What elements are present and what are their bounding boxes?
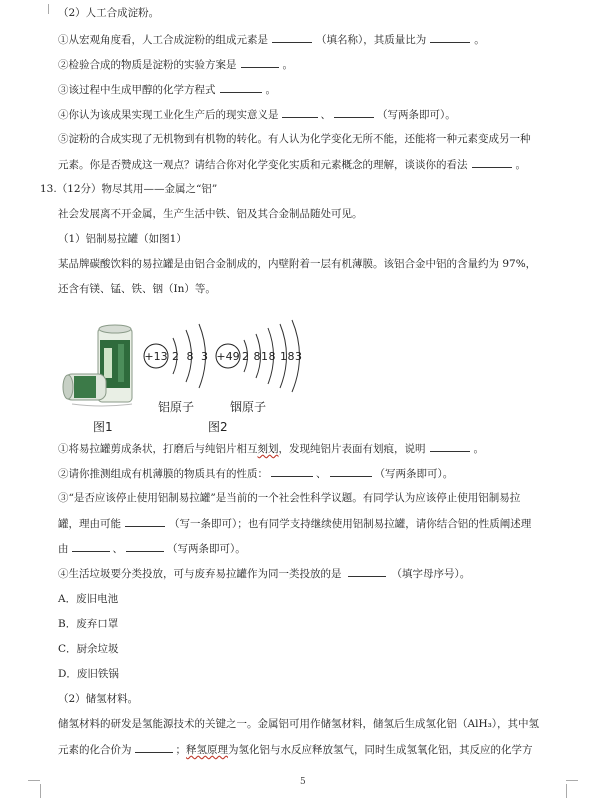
in-nucleus: +49 [216, 350, 240, 363]
in-atom-label: 铟原子 [230, 400, 267, 414]
item-3-line3: 由 、 （写两条即可）。 [58, 543, 246, 555]
option-d[interactable]: D．废旧铁锅 [58, 668, 119, 680]
option-c[interactable]: C．厨余垃圾 [58, 643, 119, 655]
answer-blank[interactable] [282, 107, 318, 118]
answer-blank[interactable] [125, 516, 165, 527]
al-shells: 2 8 3 [172, 350, 210, 363]
answer-blank[interactable] [135, 742, 173, 753]
page-number: 5 [300, 777, 306, 787]
answer-blank[interactable] [72, 541, 110, 552]
question-4: ④你认为该成果实现工业化生产后的现实意义是 、 （写两条即可）。 [58, 109, 456, 121]
item-4: ④生活垃圾要分类投放，可与废弃易拉罐作为同一类投放的是 （填字母序号）。 [58, 568, 471, 580]
indium-atom-diagram [212, 318, 320, 394]
answer-blank[interactable] [330, 466, 372, 477]
crop-mark-bottom-left [28, 780, 40, 791]
sub2-line-1: 储氢材料的研发是氢能源技术的关键之一。金属铝可用作储氢材料，储氢后生成氢化铝（AlH₃），其中氢 [58, 718, 540, 730]
crop-mark-bottom-right-v [566, 784, 577, 798]
figure-1-caption: 图1 [93, 420, 113, 434]
crop-mark-bottom-left-v [40, 784, 51, 798]
sub1-text-1: 某品牌碳酸饮料的易拉罐是由铝合金制成的，内壁附着一层有机薄膜。该铝合金中铝的含量约为 97%， [58, 258, 537, 270]
question-5-line1: ⑤淀粉的合成实现了无机物到有机物的转化。有人认为化学变化无所不能，还能将一种元素变成另一种 [58, 133, 531, 145]
answer-blank[interactable] [241, 57, 279, 68]
answer-blank[interactable] [348, 566, 386, 577]
answer-blank[interactable] [271, 466, 313, 477]
p2-heading: （2）人工合成淀粉。 [58, 7, 160, 19]
option-a[interactable]: A．废旧电池 [58, 593, 119, 605]
item-1: ①将易拉罐剪成条状，打磨后与纯铝片相互刻划，发现纯铝片表面有划痕，说明 。 [58, 443, 484, 455]
question-1: ①从宏观角度看，人工合成淀粉的组成元素是 （填名称），其质量比为 。 [58, 34, 485, 46]
answer-blank[interactable] [472, 157, 512, 168]
soda-can-illustration [62, 322, 142, 408]
in-shells: 2 818 183 [242, 350, 303, 363]
item-3-line2: 罐，理由可能 （写一条即可）；也有同学支持继续使用铝制易拉罐，请你结合铝的性质阐述理 [58, 518, 532, 530]
aluminum-atom-diagram [140, 318, 222, 394]
sub2-heading: （2）储氢材料。 [58, 693, 139, 705]
option-b[interactable]: B．废弃口罩 [58, 618, 119, 630]
question-13-intro: 社会发展离不开金属，生产生活中铁、铝及其合金制品随处可见。 [58, 208, 363, 220]
al-atom-label: 铝原子 [158, 400, 195, 414]
sub2-line-2: 元素的化合价为 ；释氢原理为氢化铝与水反应释放氢气，同时生成氢氧化铝，其反应的化学方 [58, 744, 533, 756]
question-2: ②检验合成的物质是淀粉的实验方案是 。 [58, 59, 293, 71]
sub1-text-2: 还含有镁、锰、铁、铟（In）等。 [58, 283, 216, 295]
item-3-line1: ③“是否应该停止使用铝制易拉罐”是当前的一个社会性科学议题。有同学认为应该停止使用铝制易拉 [58, 492, 521, 504]
sub1-heading: （1）铝制易拉罐（如图1） [58, 233, 187, 245]
crop-mark-top-left [38, 4, 49, 14]
answer-blank[interactable] [430, 32, 470, 43]
question-5-line2: 元素。你是否赞成这一观点？请结合你对化学变化实质和元素概念的理解，谈谈你的看法 。 [58, 159, 526, 171]
answer-blank[interactable] [334, 107, 374, 118]
question-13-title: 13.（12分）物尽其用——金属之“铝” [40, 183, 218, 195]
answer-blank[interactable] [272, 32, 312, 43]
answer-blank[interactable] [430, 441, 470, 452]
answer-blank[interactable] [220, 82, 262, 93]
item-2: ②请你推测组成有机薄膜的物质具有的性质： 、 （写两条即可）。 [58, 468, 454, 480]
answer-blank[interactable] [126, 541, 164, 552]
question-3: ③该过程中生成甲醇的化学方程式 。 [58, 84, 276, 96]
al-nucleus: +13 [144, 350, 168, 363]
figure-2-caption: 图2 [208, 420, 228, 434]
